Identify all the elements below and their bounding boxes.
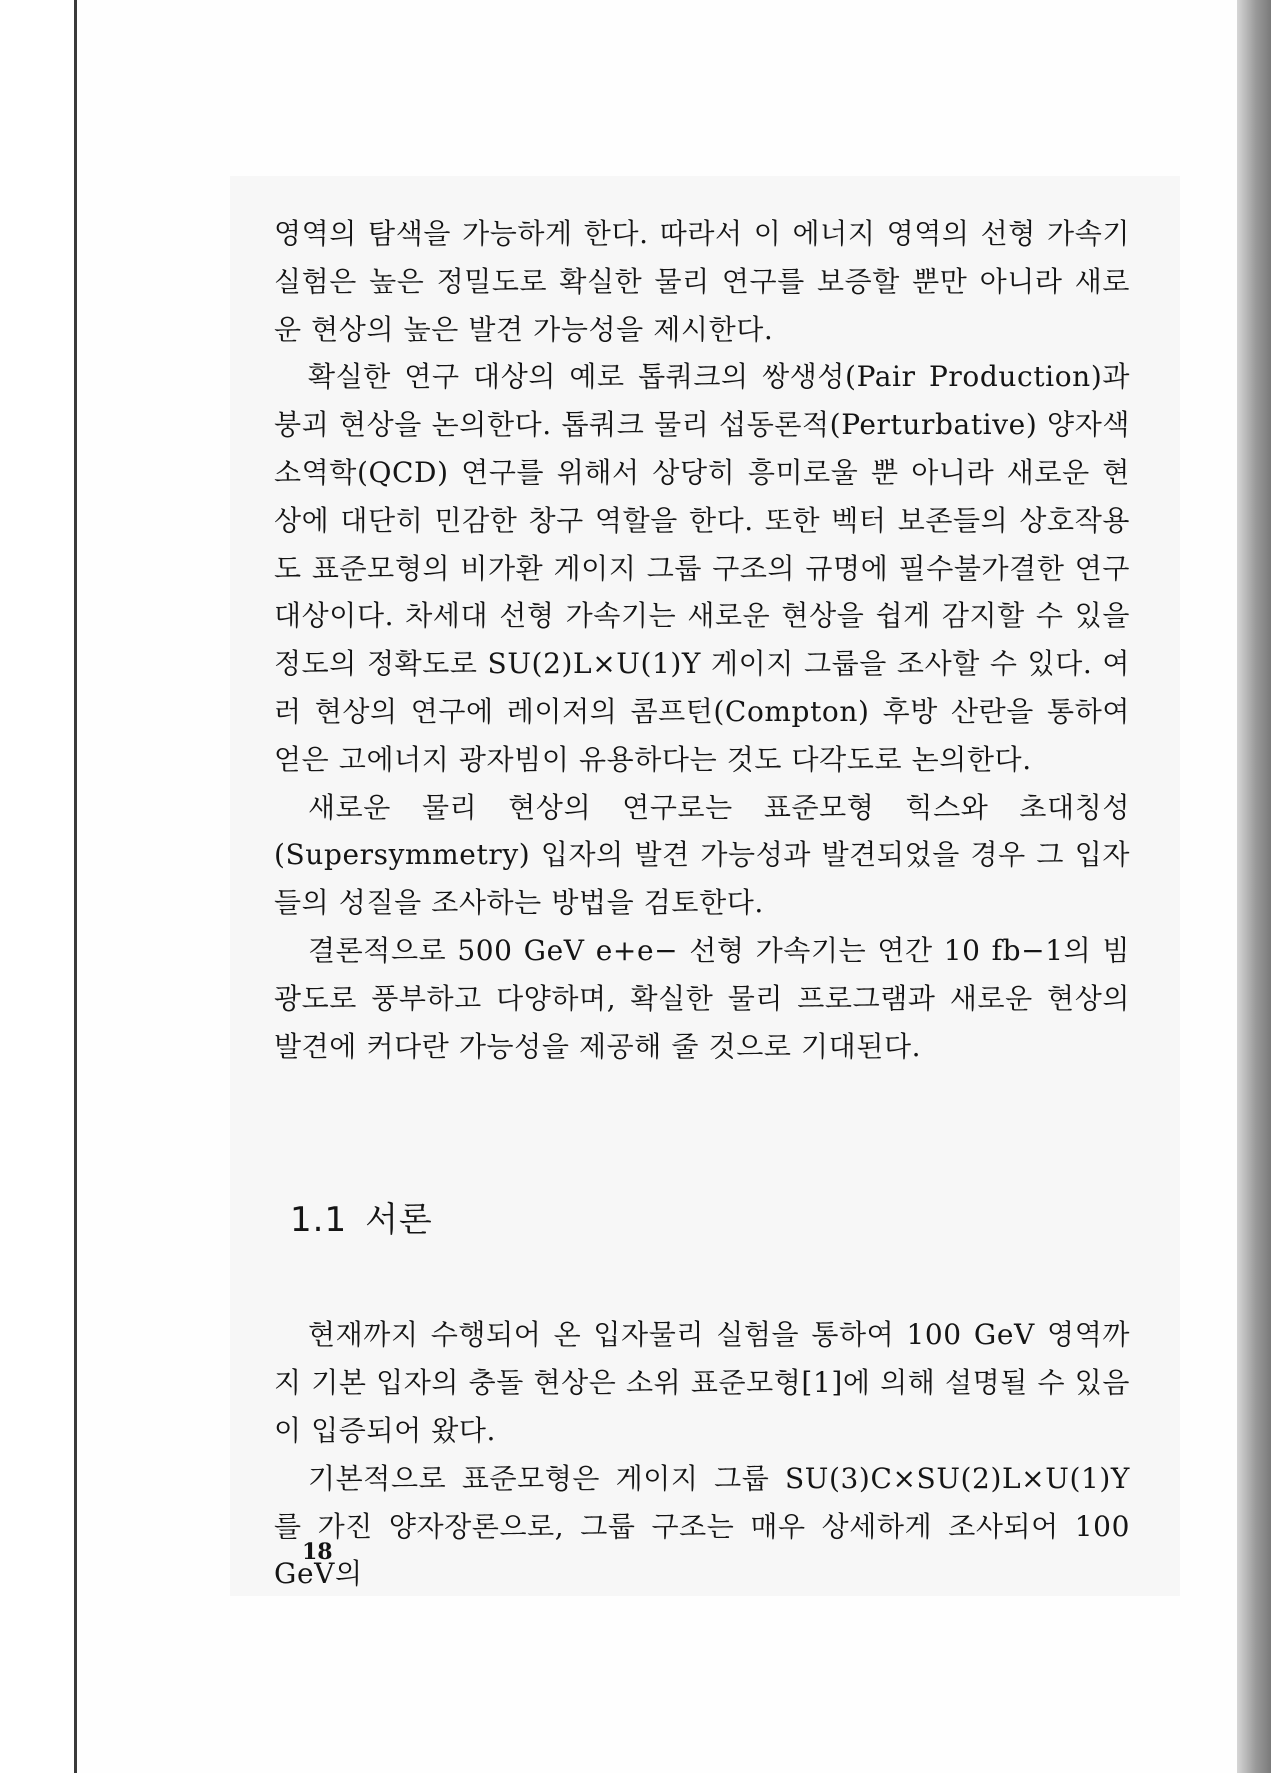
page-number: 18: [302, 1539, 333, 1565]
paragraph-1: 영역의 탐색을 가능하게 한다. 따라서 이 에너지 영역의 선형 가속기 실험은 높은 정밀도로 확실한 물리 연구를 보증할 뿐만 아니라 새로운 현상의 높은 발견 가능성을 제시한다.: [274, 217, 1130, 346]
section-heading: [290, 1192, 1130, 1241]
paragraph-5: 현재까지 수행되어 온 입자물리 실험을 통하여 100 GeV 영역까지 기본 입자의 충돌 현상은 소위 표준모형[1]에 의해 설명될 수 있음이 입증되어 왔다.: [274, 1318, 1130, 1447]
section-title: 서론: [365, 1200, 433, 1241]
paragraph-6: 기본적으로 표준모형은 게이지 그룹 SU(3)C×SU(2)L×U(1)Y를 가진 양자장론으로, 그룹 구조는 매우 상세하게 조사되어 100 GeV의: [274, 1461, 1130, 1591]
page-curl-shadow: [1237, 0, 1271, 1773]
section-number: 1.1: [290, 1200, 348, 1241]
paragraph-3: 새로운 물리 현상의 연구로는 표준모형 힉스와 초대칭성(Supersymmetry) 입자의 발견 가능성과 발견되었을 경우 그 입자들의 성질을 조사하는 방법을 검토한다.: [274, 790, 1130, 920]
page-body: [274, 210, 1130, 1598]
left-margin: [0, 0, 76, 1773]
paragraph-2: 확실한 연구 대상의 예로 톱쿼크의 쌍생성(Pair Production)과 붕괴 현상을 논의한다. 톱쿼크 물리 섭동론적(Perturbative) 양자색소역학(QCD) 연구를 위해서 상당히 흥미로울 뿐 아니라 새로운 현상에 대단히 민감한 창구 역할을 한다. 또한 벡터 보존들의 상호작용도 표준모형의 비가환 게이지 그룹 구조의 규명에 필수불가결한 연구 대상이다. 차세대 선형 가속기는 새로운 현상을 쉽게 감지할 수 있을 정도의 정확도로 SU(2)L×U(1)Y 게이지 그룹을 조사할 수 있다. 여러 현상의 연구에 레이저의 콤프턴(Compton) 후방 산란을 통하여 얻은 고에너지 광자빔이 유용하다는 것도 다각도로 논의한다.: [274, 360, 1130, 776]
paragraph-4: 결론적으로 500 GeV e+e− 선형 가속기는 연간 10 fb−1의 빔 광도로 풍부하고 다양하며, 확실한 물리 프로그램과 새로운 현상의 발견에 커다란 가능성을 제공해 줄 것으로 기대된다.: [274, 933, 1130, 1063]
